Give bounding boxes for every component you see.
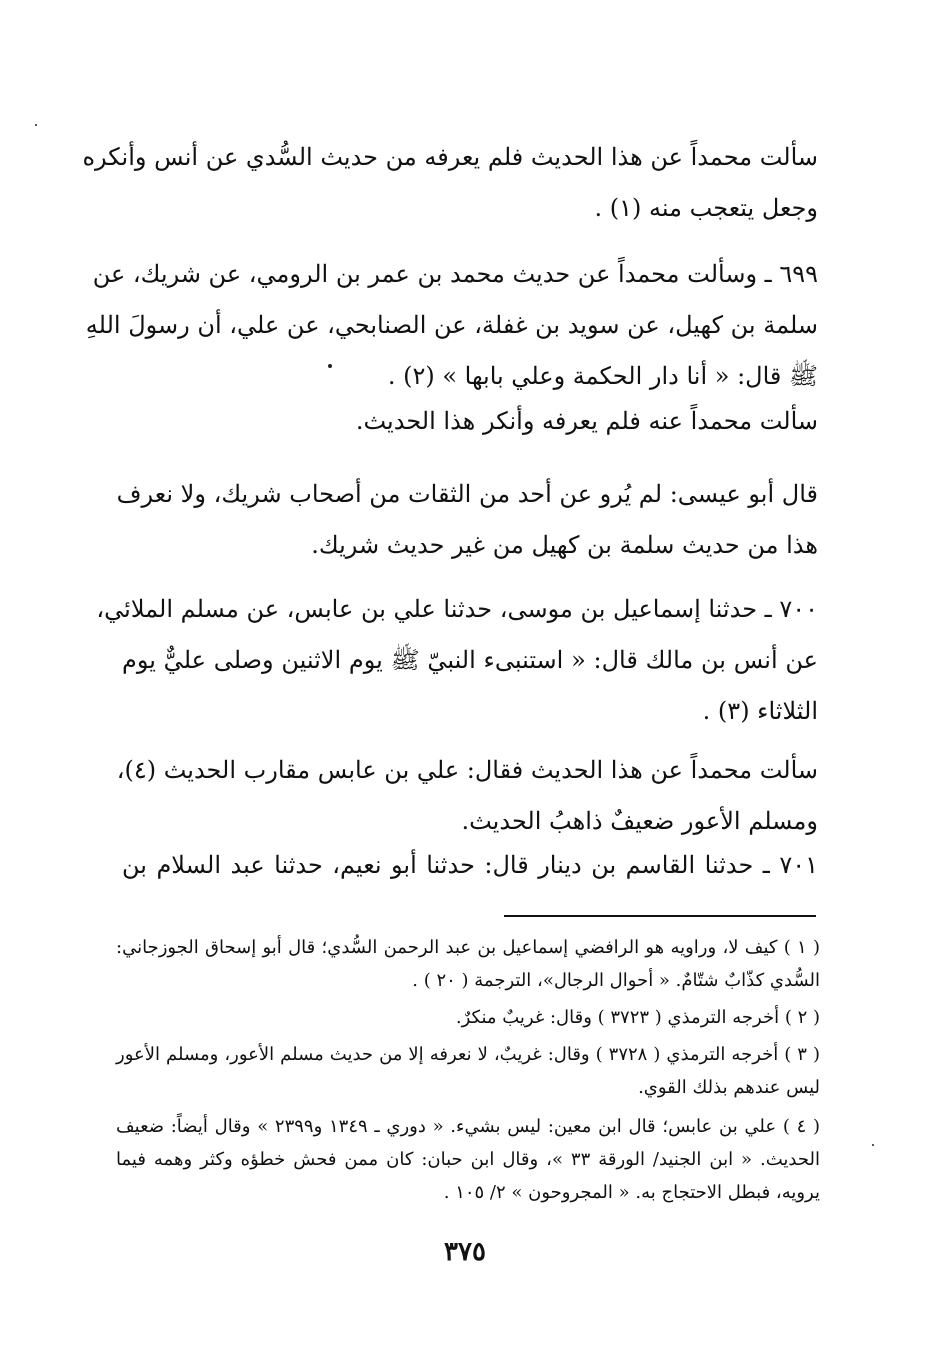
footnote-line: ( ٢ ) أخرجه الترمذي ( ٣٧٢٣ ) وقال: غريبٌ منكرٌ. [455,1007,820,1028]
text-line: الثلاثاء (٣) . [702,697,818,725]
text-line: ﷺ قال: « أنا دار الحكمة وعلي بابها » (٢) . [387,362,818,390]
hadith-700 [96,584,818,737]
paragraph-3 [122,396,818,447]
paragraph-abu-isa [116,469,818,571]
footnote-3 [116,1038,820,1104]
footnote-1 [116,931,820,997]
text-line: سألت محمداً عن هذا الحديث فقال: علي بن عابس مقارب الحديث (٤)، [116,756,818,784]
footnote-line: ( ١ ) كيف لا، وراويه هو الرافضي إسماعيل بن عبد الرحمن السُّدي؛ قال أبو إسحاق الجوزجاني: [116,937,821,958]
footnote-4 [116,1110,820,1209]
text-line: ٧٠٠ ـ حدثنا إسماعيل بن موسى، حدثنا علي بن عابس، عن مسلم الملائي، [96,595,818,623]
hadith-699 [85,249,818,402]
text-line: ٦٩٩ ـ وسألت محمداً عن حديث محمد بن عمر بن الرومي، عن شريك، عن [92,260,818,288]
footnote-line: ليس عندهم بذلك القوي. [638,1077,820,1098]
text-line: سألت محمداً عن هذا الحديث فلم يعرفه من حديث السُّدي عن أنس وأنكره [82,143,818,171]
footnote-line: السُّدي كذّابٌ شتّامٌ. « أحوال الرجال»، الترجمة ( ٢٠ ) . [412,970,820,991]
text-line: سألت محمداً عنه فلم يعرفه وأنكر هذا الحديث. [355,407,818,435]
scan-speck [872,1144,874,1146]
page-number: ٣٧٥ [444,1237,486,1267]
footnote-separator [504,915,816,917]
scan-speck [328,364,332,368]
hadith-701 [122,840,818,891]
text-line: هذا من حديث سلمة بن كهيل من غير حديث شريك. [311,531,818,559]
text-line: ومسلم الأعور ضعيفٌ ذاهبُ الحديث. [461,807,818,835]
footnote-line: ( ٤ ) علي بن عابس؛ قال ابن معين: ليس بشيء. « دوري ـ ١٣٤٩ و٢٣٩٩ » وقال أيضاً: ضعيف [116,1116,820,1137]
text-line: وجعل يتعجب منه (١) . [594,194,818,222]
text-line: سلمة بن كهيل، عن سويد بن غفلة، عن الصنابحي، عن علي، أن رسولَ اللهِ [85,311,818,339]
paragraph-6 [116,745,818,847]
footnote-2 [116,1001,820,1034]
text-line: عن أنس بن مالك قال: « استنبىء النبيّ ﷺ يوم الاثنين وصلى عليٌّ يوم [122,646,818,674]
paragraph-1 [82,132,818,234]
footnote-line: الحديث. « ابن الجنيد/ الورقة ٣٣ »، وقال ابن حبان: كان ممن فحش خطؤه وكثر وهمه فيما [116,1149,820,1170]
footnote-line: يرويه، فبطل الاحتجاج به. « المجروحون » ٢/ ١٠٥ . [443,1182,820,1203]
text-line: ٧٠١ ـ حدثنا القاسم بن دينار قال: حدثنا أبو نعيم، حدثنا عبد السلام بن [122,851,818,879]
footnote-line: ( ٣ ) أخرجه الترمذي ( ٣٧٢٨ ) وقال: غريبٌ، لا نعرفه إلا من حديث مسلم الأعور، ومسلم الأعور [116,1044,820,1065]
text-line: قال أبو عيسى: لم يُرو عن أحد من الثقات من أصحاب شريك، ولا نعرف [116,480,818,508]
scan-speck [35,124,37,126]
